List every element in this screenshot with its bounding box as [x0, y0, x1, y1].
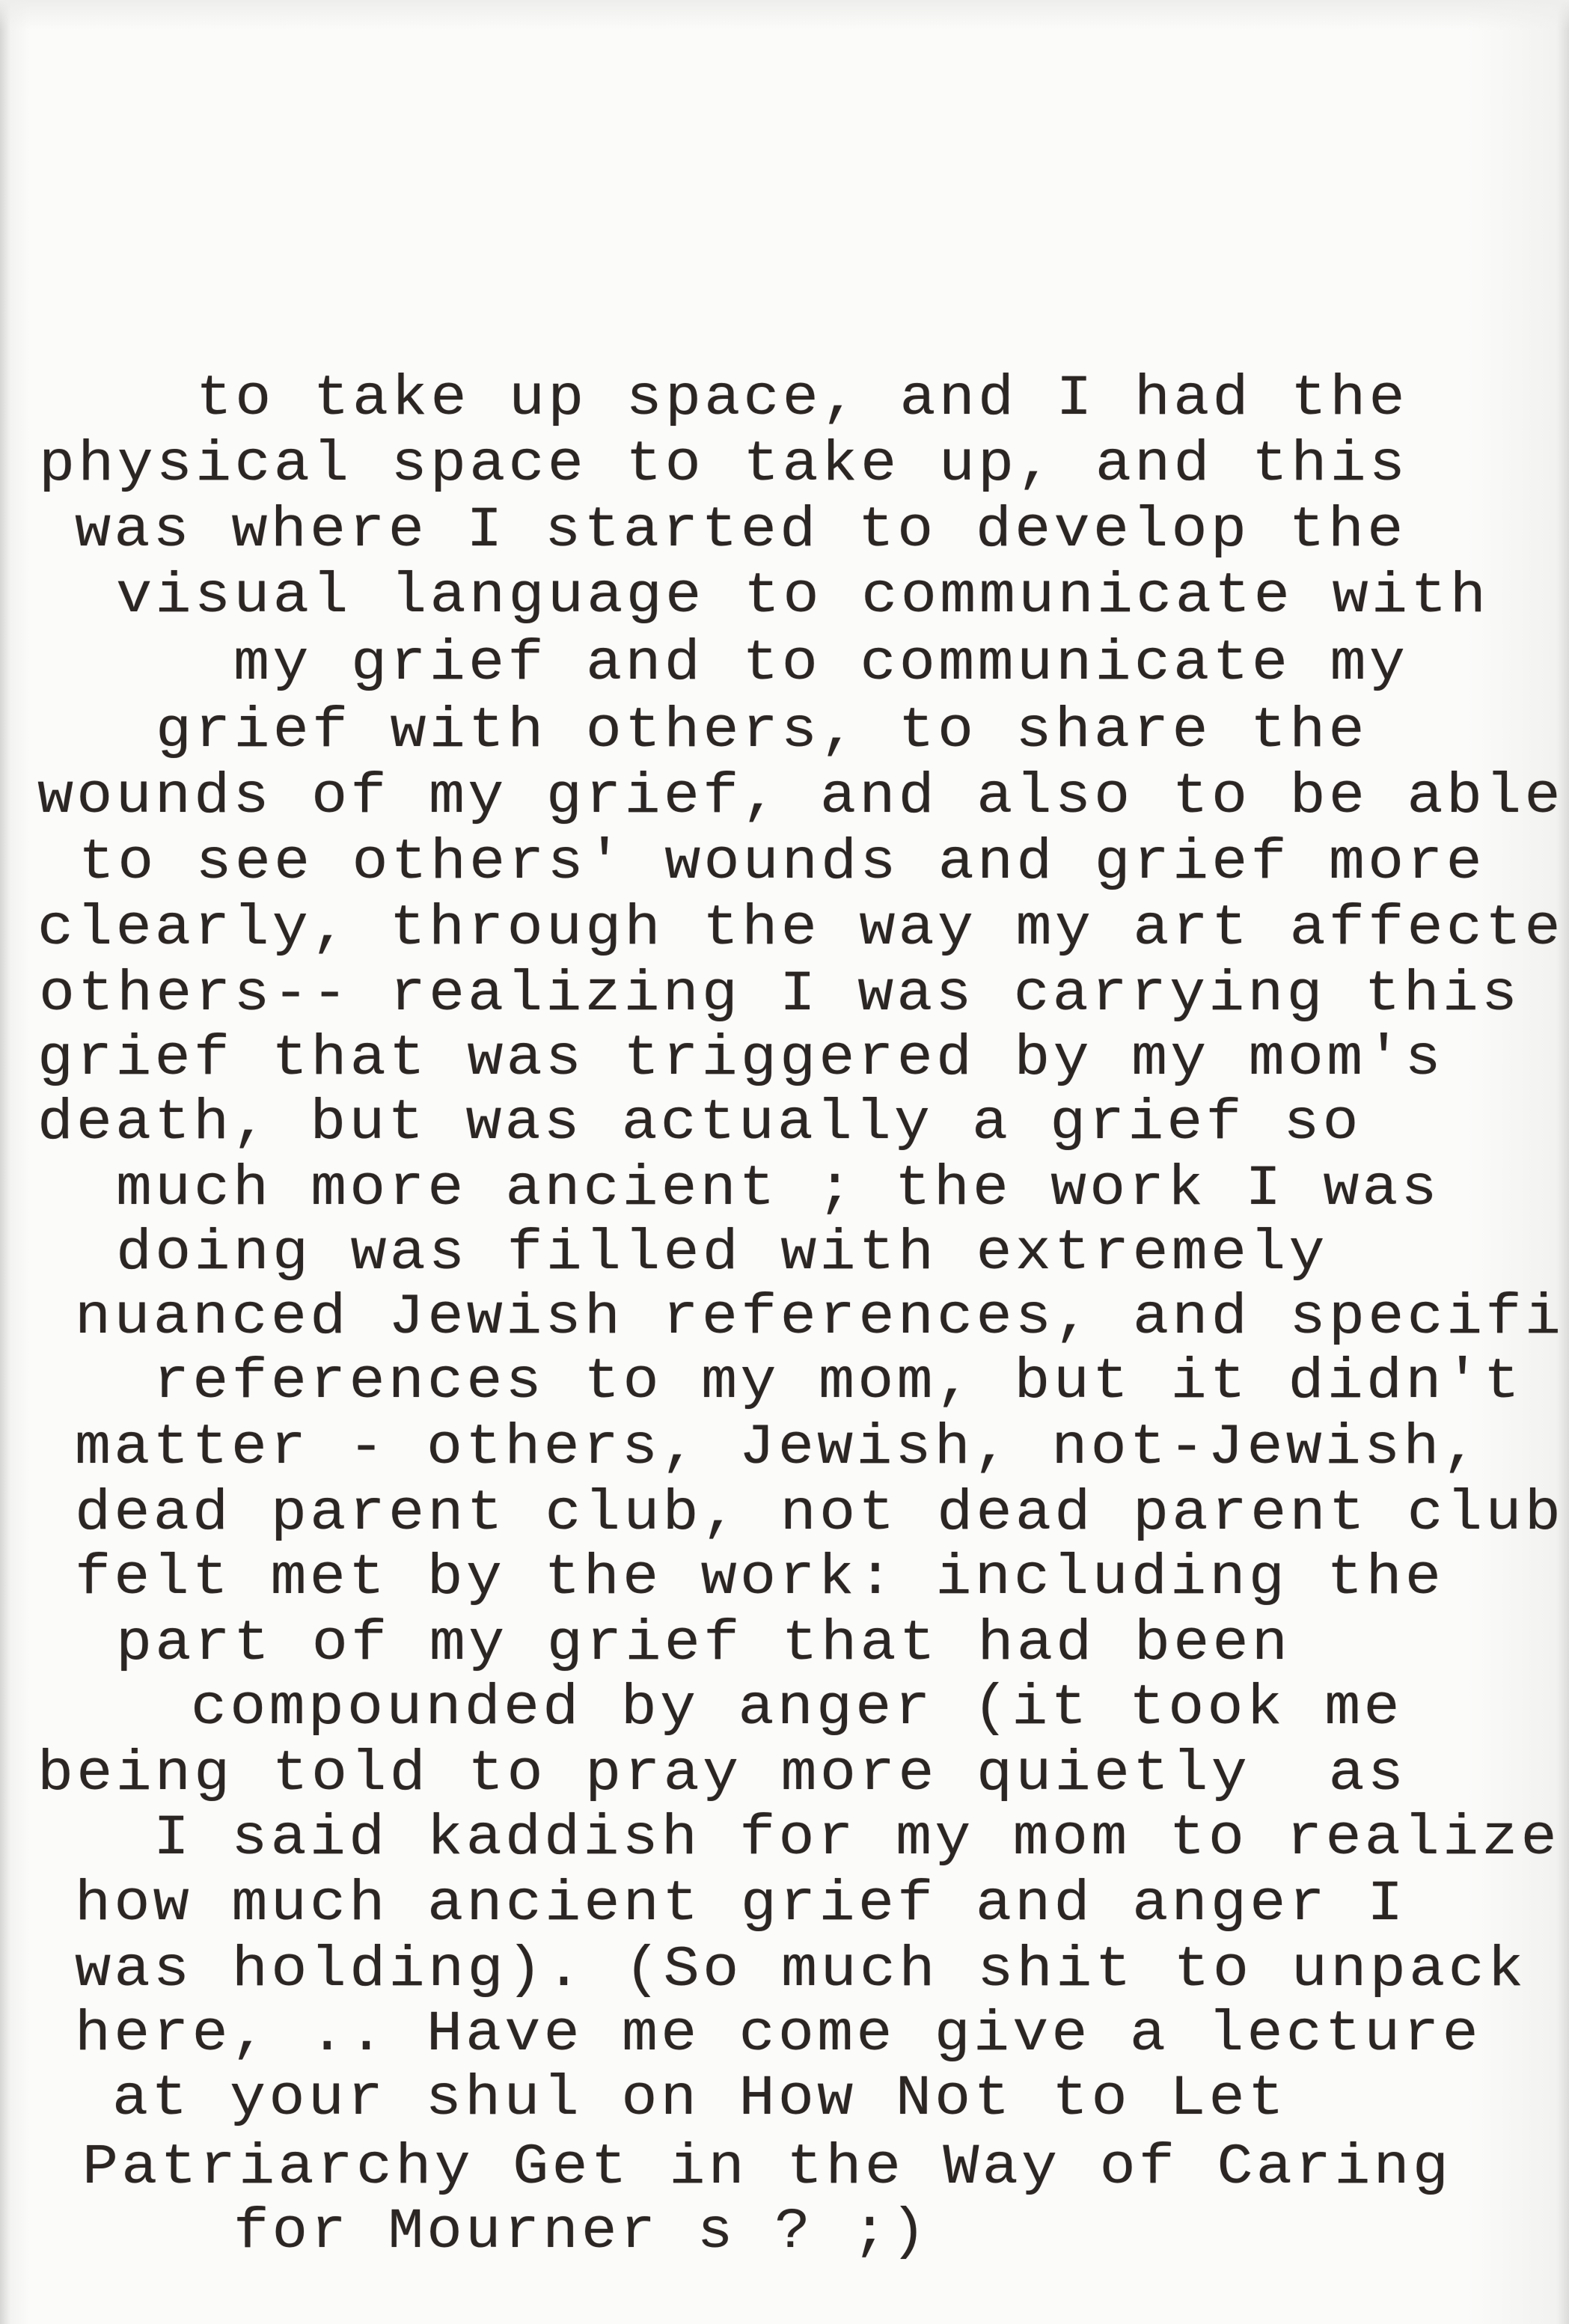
text-line: grief that was triggered by my mom's — [37, 1027, 1444, 1091]
text-line: visual language to communicate with — [116, 564, 1490, 629]
text-line: how much ancient grief and anger I — [75, 1872, 1407, 1936]
text-line: I said kaddish for my mom to realize — [153, 1806, 1560, 1871]
text-line: felt met by the work: including the — [75, 1546, 1445, 1610]
text-line: clearly, through the way my art affecte — [37, 896, 1564, 961]
text-line: compounded by anger (it took me — [191, 1676, 1403, 1740]
text-line: being told to pray more quietly as — [37, 1742, 1407, 1806]
text-line: doing was filled with extremely — [116, 1221, 1328, 1285]
text-line: grief with others, to share the — [156, 699, 1368, 763]
text-line: references to my mom, but it didn't — [153, 1350, 1523, 1414]
text-line: was where I started to develop the — [75, 498, 1407, 563]
text-line: dead parent club, not dead parent club — [75, 1481, 1565, 1546]
text-line: nuanced Jewish references, and specifi — [75, 1285, 1565, 1350]
text-line: physical space to take up, and this — [39, 432, 1409, 497]
text-line: matter - others, Jewish, not-Jewish, — [75, 1416, 1481, 1480]
text-line: Patriarchy Get in the Way of Caring — [82, 2135, 1452, 2200]
text-line: to see others' wounds and grief more — [79, 831, 1485, 895]
text-line: at your shul on How Not to Let — [112, 2067, 1288, 2131]
text-line: death, but was actually a grief so — [37, 1091, 1362, 1155]
text-line: here, .. Have me come give a lecture — [75, 2002, 1481, 2067]
text-line: was holding). (So much shit to unpack — [75, 1938, 1527, 2002]
text-line: much more ancient ; the work I was — [116, 1157, 1440, 1221]
text-line: part of my grief that had been — [116, 1612, 1291, 1676]
text-line: for Mourner s ? ;) — [233, 2200, 929, 2264]
text-line: others-- realizing I was carrying this — [39, 962, 1521, 1027]
text-line: to take up space, and I had the — [196, 367, 1408, 431]
text-line: my grief and to communicate my — [233, 632, 1409, 696]
text-line: wounds of my grief, and also to be able — [37, 765, 1564, 829]
